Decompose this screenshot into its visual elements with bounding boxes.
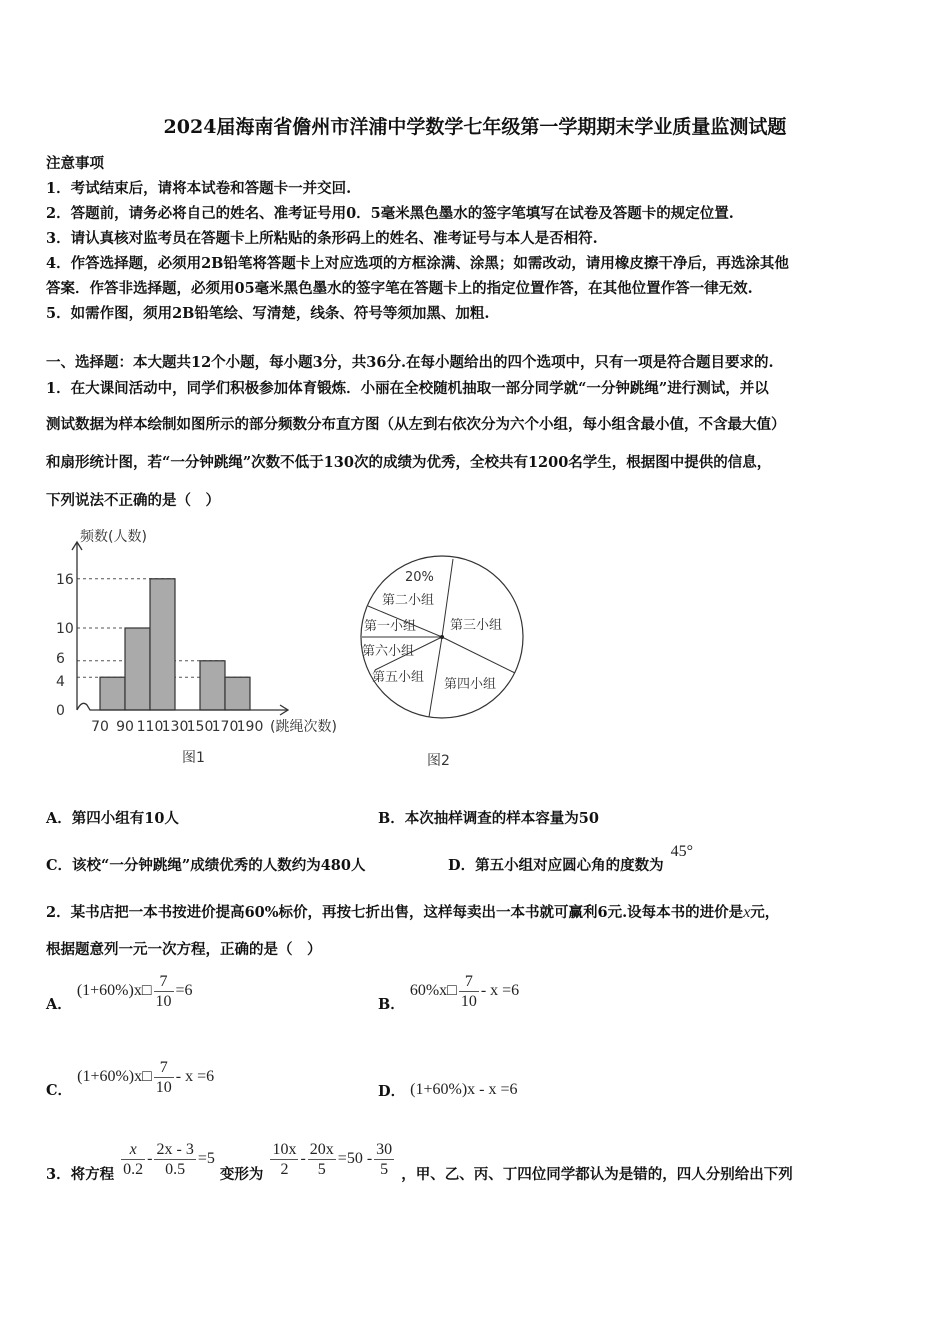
q2-variable: x <box>743 904 751 921</box>
q1-line: 下列说法不正确的是（ ） <box>46 492 220 509</box>
x-tick-label: 190 <box>236 719 264 735</box>
histogram-figure <box>40 520 400 780</box>
note-item: 2．答题前，请务必将自己的姓名、准考证号用0．5毫米黑色墨水的签字笔填写在试卷及答题卡的规定位置. <box>46 205 734 222</box>
pie-label-percent: 20% <box>405 570 434 585</box>
pie-label-group5: 第五小组 <box>372 670 425 685</box>
y-tick-label: 0 <box>56 703 65 719</box>
q3-line: 3．将方程 $\frac{x}{0.2}$ - $\frac{2x - 3}{0.5}$ =5 变形为 $\frac{10x}{2}$ - $\frac{20x}{5}$ =50 - $\frac{30}{5}$ ，甲、乙、丙、丁四位同学都认为是错的，四人分别给出下列 <box>46 1141 793 1184</box>
q2-line: 根据题意列一元一次方程，正确的是（ ） <box>46 941 322 958</box>
pie-sector-line <box>442 637 515 673</box>
y-axis-label: 频数(人数) <box>80 529 147 545</box>
histogram-bar <box>225 677 250 710</box>
x-tick-label: 130 <box>161 719 189 735</box>
q2-option-c[interactable] <box>46 1058 215 1100</box>
figure-caption: 图1 <box>182 750 205 766</box>
option-label: B． <box>378 996 405 1014</box>
equation: (1+60%)x□ $\frac{7}{10}$ - x =6 <box>77 1059 215 1096</box>
equation: (1+60%)x□ $\frac{7}{10}$ =6 <box>76 973 193 1010</box>
option-label: C． <box>46 1082 73 1100</box>
q1-option-a[interactable]: A．第四小组有10人 <box>46 810 179 827</box>
option-text: D．第五小组对应圆心角的度数为 <box>448 857 664 874</box>
q2-option-b[interactable] <box>378 972 520 1014</box>
x-tick-label: 150 <box>186 719 214 735</box>
x-tick-label: 90 <box>116 719 134 735</box>
histogram-bar <box>150 579 175 710</box>
y-tick-label: 4 <box>56 674 65 691</box>
section-heading: 一、选择题：本大题共12个小题，每小题3分，共36分.在每小题给出的四个选项中，只有一项是符合题目要求的. <box>46 354 774 371</box>
x-axis-label: (跳绳次数) <box>270 719 337 735</box>
equation: 60%x□ $\frac{7}{10}$ - x =6 <box>409 973 520 1010</box>
pie-label-group2: 第二小组 <box>382 593 435 608</box>
notes-heading: 注意事项 <box>46 155 104 172</box>
note-item: 1．考试结束后，请将本试卷和答题卡一并交回. <box>46 180 352 197</box>
histogram-bar <box>100 677 125 710</box>
x-tick-label: 170 <box>211 719 239 735</box>
pie-sector-line <box>429 637 442 717</box>
y-tick-label: 6 <box>56 650 65 667</box>
x-tick-label: 110 <box>136 719 164 735</box>
histogram-bar <box>125 628 150 710</box>
angle-value: 45° <box>670 843 694 860</box>
q1-option-d[interactable] <box>448 843 694 875</box>
q1-line: 和扇形统计图，若“一分钟跳绳”次数不低于130次的成绩为优秀，全校共有1200名学生，根据图中提供的信息， <box>46 454 772 471</box>
pie-label-group4: 第四小组 <box>444 677 497 692</box>
q2-option-a[interactable] <box>46 972 193 1014</box>
pie-figure <box>350 540 530 780</box>
histogram-bar <box>200 661 225 710</box>
equation: (1+60%)x - x =6 <box>410 1081 518 1098</box>
option-label: D． <box>378 1083 406 1100</box>
q1-line: 测试数据为样本绘制如图所示的部分频数分布直方图（从左到右依次分为六个小组，每小组含最小值，不含最大值） <box>46 416 786 433</box>
pie-label-group3: 第三小组 <box>450 618 503 633</box>
y-tick-label: 16 <box>56 571 74 588</box>
q1-option-b[interactable]: B．本次抽样调查的样本容量为50 <box>378 810 599 827</box>
note-item: 5．如需作图，须用2B铅笔绘、写清楚，线条、符号等须加黑、加粗. <box>46 305 490 322</box>
q2-option-d[interactable] <box>378 1078 518 1099</box>
pie-label-group1: 第一小组 <box>364 619 417 634</box>
note-item: 4．作答选择题，必须用2B铅笔将答题卡上对应选项的方框涂满、涂黑；如需改动，请用橡皮擦干净后，再选涂其他 <box>46 255 789 272</box>
q2-text: 2．某书店把一本书按进价提高60%标价，再按七折出售，这样每卖出一本书就可赢利6元.设每本书的进价是 <box>46 904 744 921</box>
note-item: 答案．作答非选择题，必须用05毫米黑色墨水的签字笔在答题卡上的指定位置作答，在其他位置作答一律无效. <box>46 280 753 297</box>
option-label: A． <box>46 996 72 1014</box>
q2-line <box>46 901 779 922</box>
q1-line: 1．在大课间活动中，同学们积极参加体育锻炼．小丽在全校随机抽取一部分同学就“一分钟跳绳”进行测试，并以 <box>46 380 769 397</box>
y-tick-label: 10 <box>56 621 74 637</box>
page-title: 2024届海南省儋州市洋浦中学数学七年级第一学期期末学业质量监测试题 <box>163 116 787 138</box>
x-tick-label: 70 <box>91 719 109 735</box>
q1-option-c[interactable]: C．该校“一分钟跳绳”成绩优秀的人数约为480人 <box>46 857 366 874</box>
pie-label-group6: 第六小组 <box>362 644 415 659</box>
figure-caption: 图2 <box>427 753 450 769</box>
q2-text: 元， <box>750 904 780 921</box>
note-item: 3．请认真核对监考员在答题卡上所粘贴的条形码上的姓名、准考证号与本人是否相符. <box>46 230 598 247</box>
